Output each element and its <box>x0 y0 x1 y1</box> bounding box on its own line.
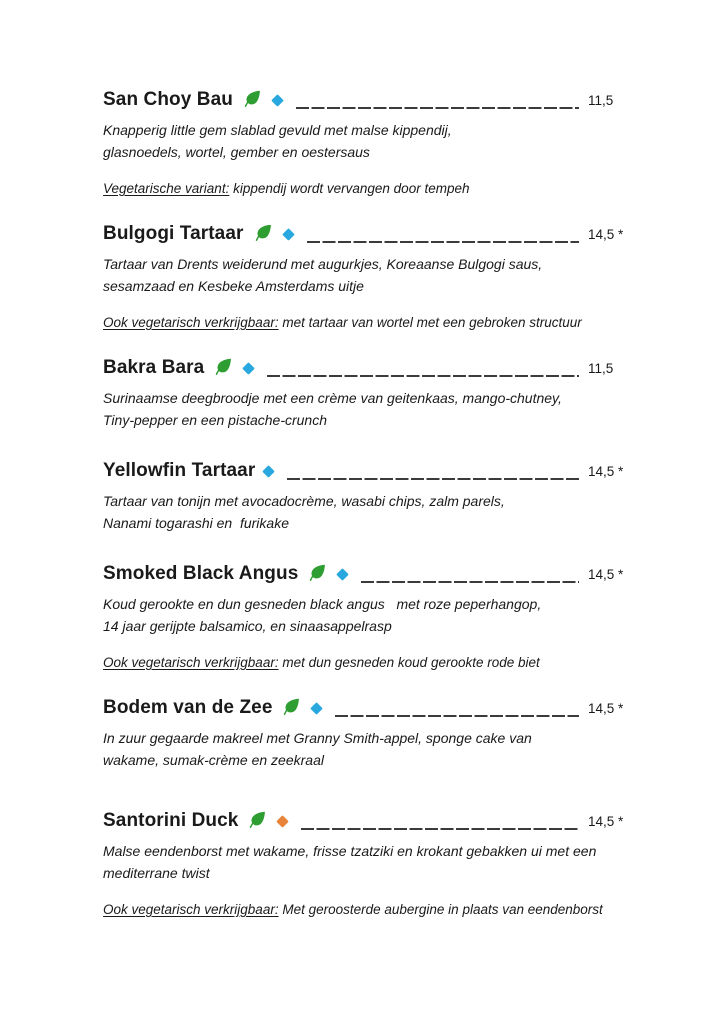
price: 14,5 * <box>588 813 624 829</box>
variant-label: Ook vegetarisch verkrijgbaar: <box>103 902 279 917</box>
leaf-icon <box>253 222 274 243</box>
description-line: Malse eendenborst met wakame, frisse tzatziki en krokant gebakken ui met een <box>103 843 597 859</box>
description-line: Tartaar van tonijn met avocadocrème, wasabi chips, zalm parels, <box>103 493 505 509</box>
variant-note <box>103 900 632 920</box>
price: 14,5 * <box>588 226 624 242</box>
menu-item-header <box>103 457 632 485</box>
dish-name: Smoked Black Angus <box>103 563 299 584</box>
leaf-icon <box>307 562 328 583</box>
description-line: Tartaar van Drents weiderund met augurkjes, Koreaanse Bulgogi saus, <box>103 256 543 272</box>
dish-name: San Choy Bau <box>103 89 233 110</box>
menu-item-header <box>103 354 632 382</box>
leader-line <box>301 828 579 830</box>
variant-label: Vegetarische variant: <box>103 181 230 196</box>
blue-diamond-icon <box>271 94 284 107</box>
menu-item-header <box>103 86 632 114</box>
leader-line <box>267 375 579 377</box>
blue-diamond-icon <box>337 568 350 581</box>
orange-diamond-icon <box>277 815 290 828</box>
price: 11,5 <box>588 92 614 108</box>
description-line: Surinaamse deegbroodje met een crème van geitenkaas, mango-chutney, <box>103 390 562 406</box>
variant-text: Met geroosterde aubergine in plaats van eendenborst <box>278 902 603 917</box>
blue-diamond-icon <box>242 362 255 375</box>
leaf-icon <box>213 356 234 377</box>
variant-text: met dun gesneden koud gerookte rode biet <box>278 655 540 670</box>
description-line: 14 jaar gerijpte balsamico, en sinaasappelrasp <box>103 618 392 634</box>
leaf-icon <box>281 696 302 717</box>
variant-label: Ook vegetarisch verkrijgbaar: <box>103 315 279 330</box>
description-line: Nanami togarashi en furikake <box>103 515 289 531</box>
leaf-icon <box>247 809 268 830</box>
variant-label: Ook vegetarisch verkrijgbaar: <box>103 655 279 670</box>
menu-item-header <box>103 807 632 835</box>
description-line: Koud gerookte en dun gesneden black angus met roze peperhangop, <box>103 596 542 612</box>
menu-item <box>103 457 632 534</box>
price: 14,5 * <box>588 566 624 582</box>
description-line: Tiny-pepper en een pistache-crunch <box>103 412 328 428</box>
leader-line <box>335 715 579 717</box>
description-line: Knapperig little gem slablad gevuld met malse kippendij, <box>103 122 452 138</box>
leaf-icon <box>242 88 263 109</box>
leader-line <box>307 241 580 243</box>
menu-item <box>103 807 632 920</box>
dish-name: Bodem van de Zee <box>103 697 273 718</box>
description-line: sesamzaad en Kesbeke Amsterdams uitje <box>103 278 364 294</box>
blue-diamond-icon <box>262 465 275 478</box>
menu-item <box>103 354 632 431</box>
variant-text: met tartaar van wortel met een gebroken structuur <box>278 315 582 330</box>
price: 11,5 <box>588 360 614 376</box>
menu-item <box>103 220 632 333</box>
dish-name: Bakra Bara <box>103 357 205 378</box>
price: 14,5 * <box>588 700 624 716</box>
description-line: wakame, sumak-crème en zeekraal <box>103 752 324 768</box>
dish-name: Yellowfin Tartaar <box>103 460 256 481</box>
menu-item-header <box>103 694 632 722</box>
menu-item <box>103 694 632 771</box>
menu-item <box>103 560 632 673</box>
variant-note <box>103 179 632 199</box>
variant-text: kippendij wordt vervangen door tempeh <box>229 181 470 196</box>
menu-item-header <box>103 560 632 588</box>
dish-name: Santorini Duck <box>103 810 239 831</box>
description-line: mediterrane twist <box>103 865 210 881</box>
description-line: In zuur gegaarde makreel met Granny Smith-appel, sponge cake van <box>103 730 532 746</box>
leader-line <box>361 581 579 583</box>
dish-name: Bulgogi Tartaar <box>103 223 244 244</box>
variant-note <box>103 653 632 673</box>
menu-item <box>103 86 632 199</box>
price: 14,5 * <box>588 463 624 479</box>
description-line: glasnoedels, wortel, gember en oestersaus <box>103 144 370 160</box>
leader-line <box>296 107 579 109</box>
blue-diamond-icon <box>311 702 324 715</box>
leader-line <box>287 478 579 480</box>
menu-item-header <box>103 220 632 248</box>
variant-note <box>103 313 632 333</box>
blue-diamond-icon <box>282 228 295 241</box>
